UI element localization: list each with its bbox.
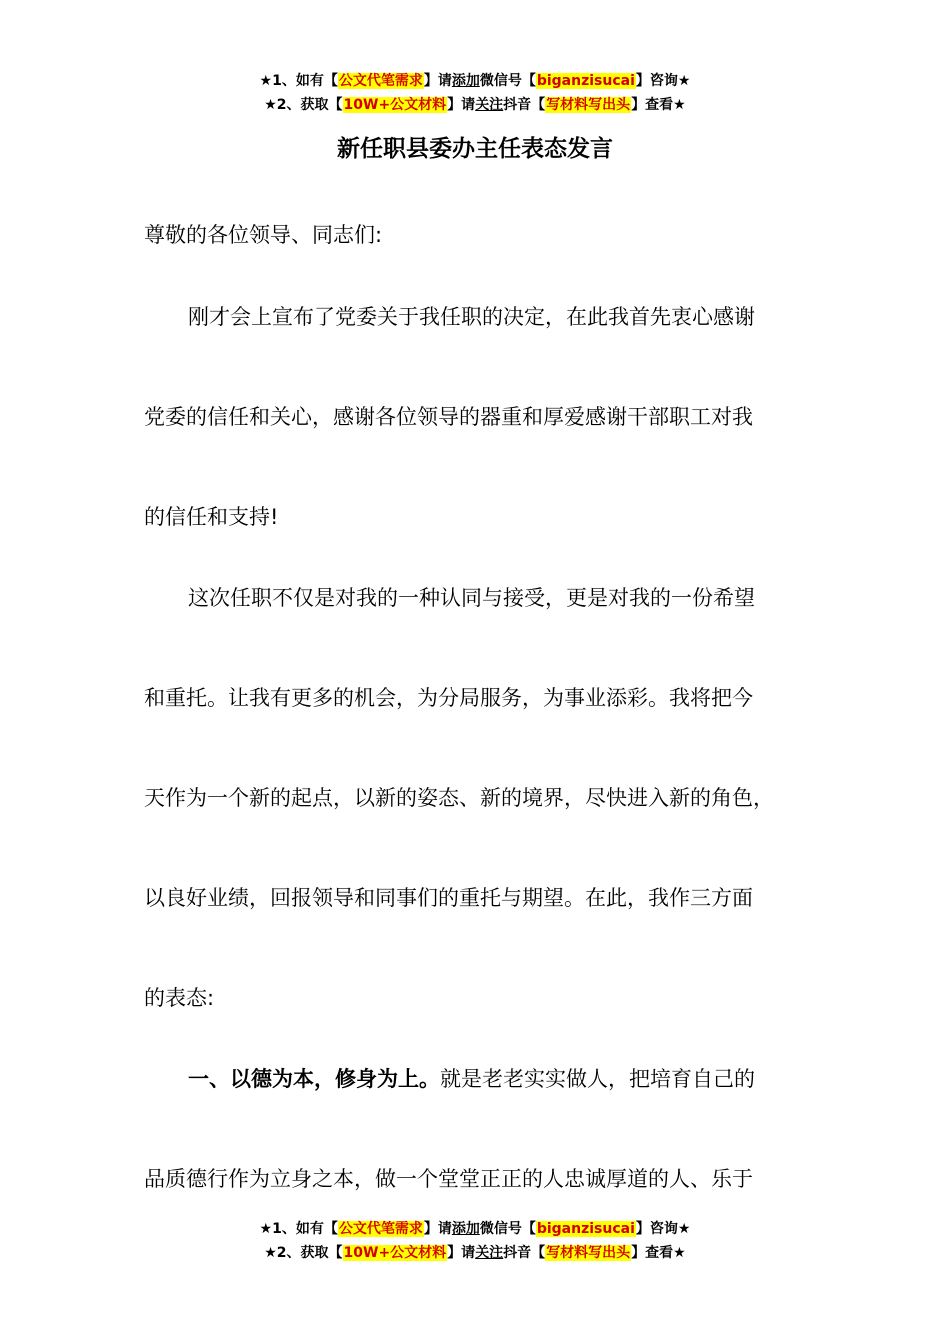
banner-highlight: 公文代笔需求 xyxy=(338,1221,423,1237)
section-1-heading: 一、以德为本，修身为上。 xyxy=(188,1067,440,1091)
paragraph-line: 和重托。让我有更多的机会，为分局服务，为事业添彩。我将把今 xyxy=(144,686,753,710)
banner-text: 】请 xyxy=(423,1221,452,1237)
banner-line-1 xyxy=(0,1217,950,1241)
banner-highlight: 写材料写出头 xyxy=(546,97,631,113)
banner-text: 】查看★ xyxy=(631,97,686,113)
banner-highlight: biganzisucai xyxy=(536,1221,635,1237)
top-banner xyxy=(0,69,950,117)
banner-highlight: 10W+公文材料 xyxy=(343,1245,447,1261)
banner-underline: 添加 xyxy=(451,73,480,89)
banner-text: ★1、如有【 xyxy=(259,73,338,89)
banner-text: 】咨询★ xyxy=(635,73,691,89)
banner-text: 微信号【 xyxy=(479,1221,536,1237)
bottom-banner xyxy=(0,1217,950,1265)
banner-underline: 添加 xyxy=(451,1221,480,1237)
banner-text: 】请 xyxy=(447,97,476,113)
banner-text: ★1、如有【 xyxy=(259,1221,338,1237)
banner-text: 】请 xyxy=(423,73,452,89)
salutation: 尊敬的各位领导、同志们: xyxy=(144,223,383,247)
banner-text: 抖音【 xyxy=(503,1245,546,1261)
banner-highlight: biganzisucai xyxy=(536,73,635,89)
banner-text: 抖音【 xyxy=(503,97,546,113)
section-1-text: 就是老老实实做人，把培育自己的 xyxy=(440,1067,755,1091)
section-1-line xyxy=(188,1064,755,1094)
banner-line-2 xyxy=(0,93,950,117)
banner-text: ★2、获取【 xyxy=(264,1245,343,1261)
banner-underline: 关注 xyxy=(475,97,504,113)
banner-text: 】请 xyxy=(447,1245,476,1261)
paragraph-line: 刚才会上宣布了党委关于我任职的决定，在此我首先衷心感谢 xyxy=(188,305,755,329)
banner-text: 】咨询★ xyxy=(635,1221,691,1237)
banner-underline: 关注 xyxy=(475,1245,504,1261)
paragraph-line: 的信任和支持! xyxy=(144,505,279,529)
banner-highlight: 10W+公文材料 xyxy=(343,97,447,113)
banner-text: ★2、获取【 xyxy=(264,97,343,113)
page-title: 新任职县委办主任表态发言 xyxy=(337,136,613,162)
paragraph-line: 以良好业绩，回报领导和同事们的重托与期望。在此，我作三方面 xyxy=(144,886,753,910)
paragraph-line: 的表态: xyxy=(144,986,215,1010)
banner-text: 微信号【 xyxy=(479,73,536,89)
paragraph-line: 党委的信任和关心，感谢各位领导的器重和厚爱感谢干部职工对我 xyxy=(144,405,753,429)
banner-line-1 xyxy=(0,69,950,93)
paragraph-line: 品质德行作为立身之本，做一个堂堂正正的人忠诚厚道的人、乐于 xyxy=(144,1167,753,1191)
paragraph-line: 这次任职不仅是对我的一种认同与接受，更是对我的一份希望 xyxy=(188,586,755,610)
paragraph-line: 天作为一个新的起点，以新的姿态、新的境界，尽快进入新的角色， xyxy=(144,786,774,810)
banner-highlight: 公文代笔需求 xyxy=(338,73,423,89)
banner-highlight: 写材料写出头 xyxy=(546,1245,631,1261)
banner-text: 】查看★ xyxy=(631,1245,686,1261)
banner-line-2 xyxy=(0,1241,950,1265)
